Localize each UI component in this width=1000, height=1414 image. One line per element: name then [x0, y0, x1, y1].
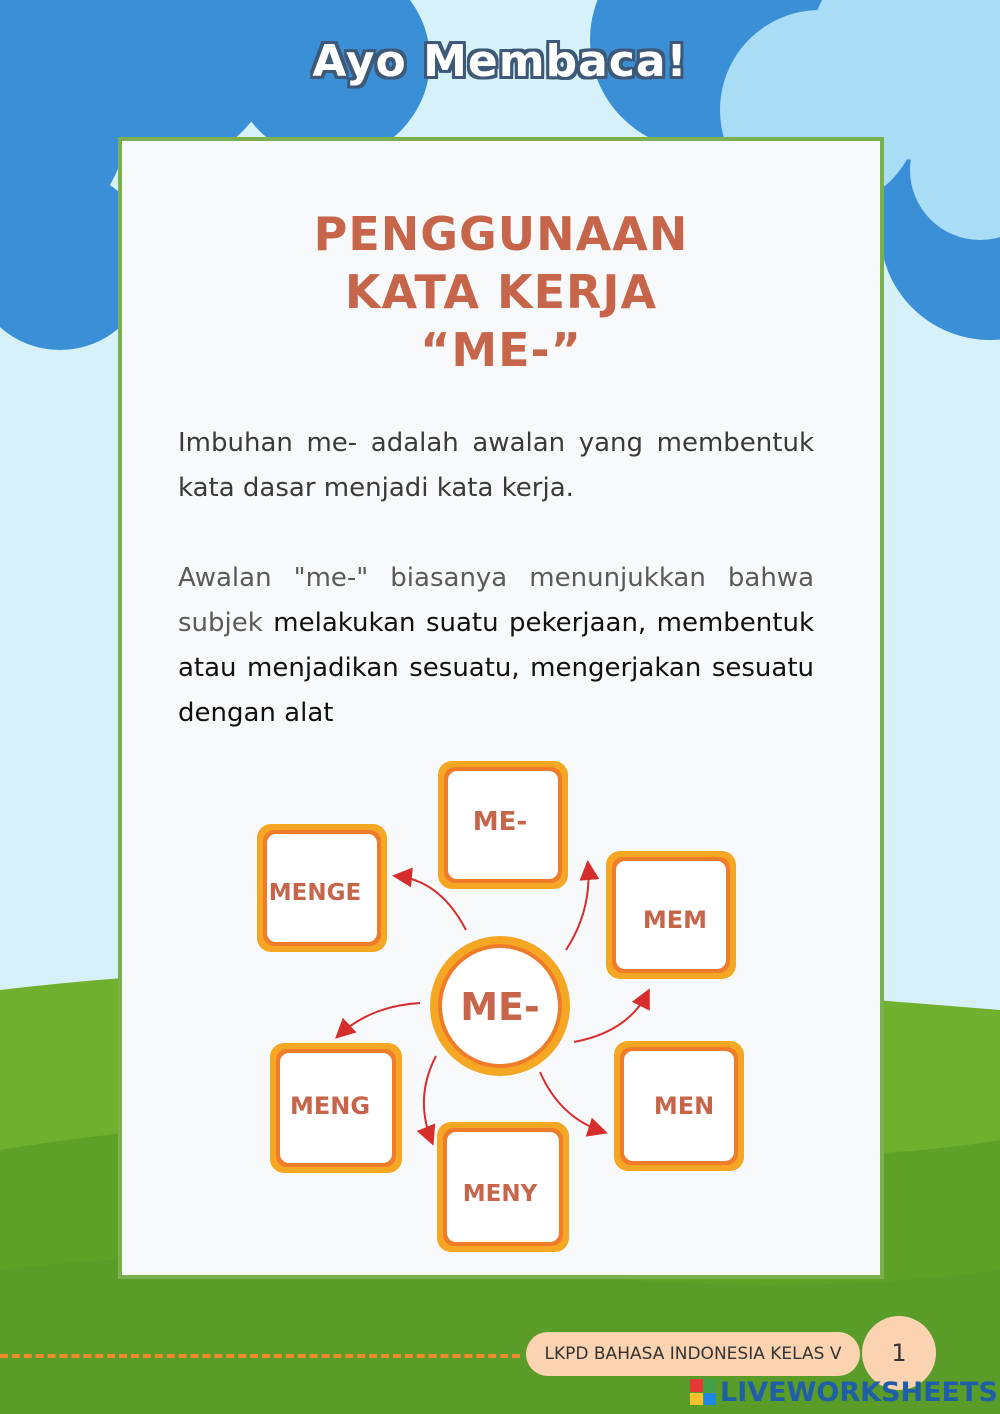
card-title-line-2: KATA KERJA — [344, 265, 658, 319]
paragraph-definition: Imbuhan me- adalah awalan yang membentuk kata dasar menjadi kata kerja. — [178, 428, 814, 503]
footer-dashed-line — [0, 1354, 520, 1358]
box-me — [438, 761, 568, 889]
card-title-line-1: PENGGUNAAN — [313, 207, 689, 261]
box-meng — [270, 1043, 402, 1173]
liveworksheets-logo-icon — [690, 1379, 716, 1405]
paragraph-explanation-part-2: melakukan suatu pekerjaan, membentuk atau menjadikan sesuatu, mengerjakan sesuatu dengan alat — [178, 608, 814, 728]
box-mem — [606, 851, 736, 979]
box-menge — [257, 824, 387, 952]
arrow-to-meng — [338, 1003, 420, 1036]
footer-label: LKPD BAHASA INDONESIA KELAS V — [526, 1332, 860, 1376]
arrow-to-me — [566, 864, 589, 950]
box-mem-label: MEM — [642, 906, 708, 934]
arrow-to-mem — [574, 992, 648, 1042]
box-meng-label: MENG — [289, 1092, 371, 1120]
watermark — [690, 1374, 998, 1410]
center-node-label: ME- — [460, 985, 540, 1029]
page-header-title: Ayo Membaca! — [312, 36, 688, 87]
box-meny-label: MENY — [462, 1181, 538, 1207]
box-men-label: MEN — [653, 1092, 715, 1120]
box-me-label: ME- — [472, 807, 528, 837]
paragraph-explanation-part-1: Awalan "me-" biasanya menunjukkan bahwa subjek — [178, 563, 814, 638]
arrow-to-meny — [424, 1056, 436, 1142]
box-menge-label: MENGE — [268, 880, 362, 906]
box-men — [614, 1041, 744, 1171]
page-number: 1 — [862, 1316, 936, 1390]
watermark-text: LIVEWORKSHEETS — [720, 1376, 998, 1408]
center-node — [430, 936, 570, 1076]
card-title-line-3: “ME-” — [420, 323, 582, 377]
box-meny — [437, 1122, 569, 1252]
